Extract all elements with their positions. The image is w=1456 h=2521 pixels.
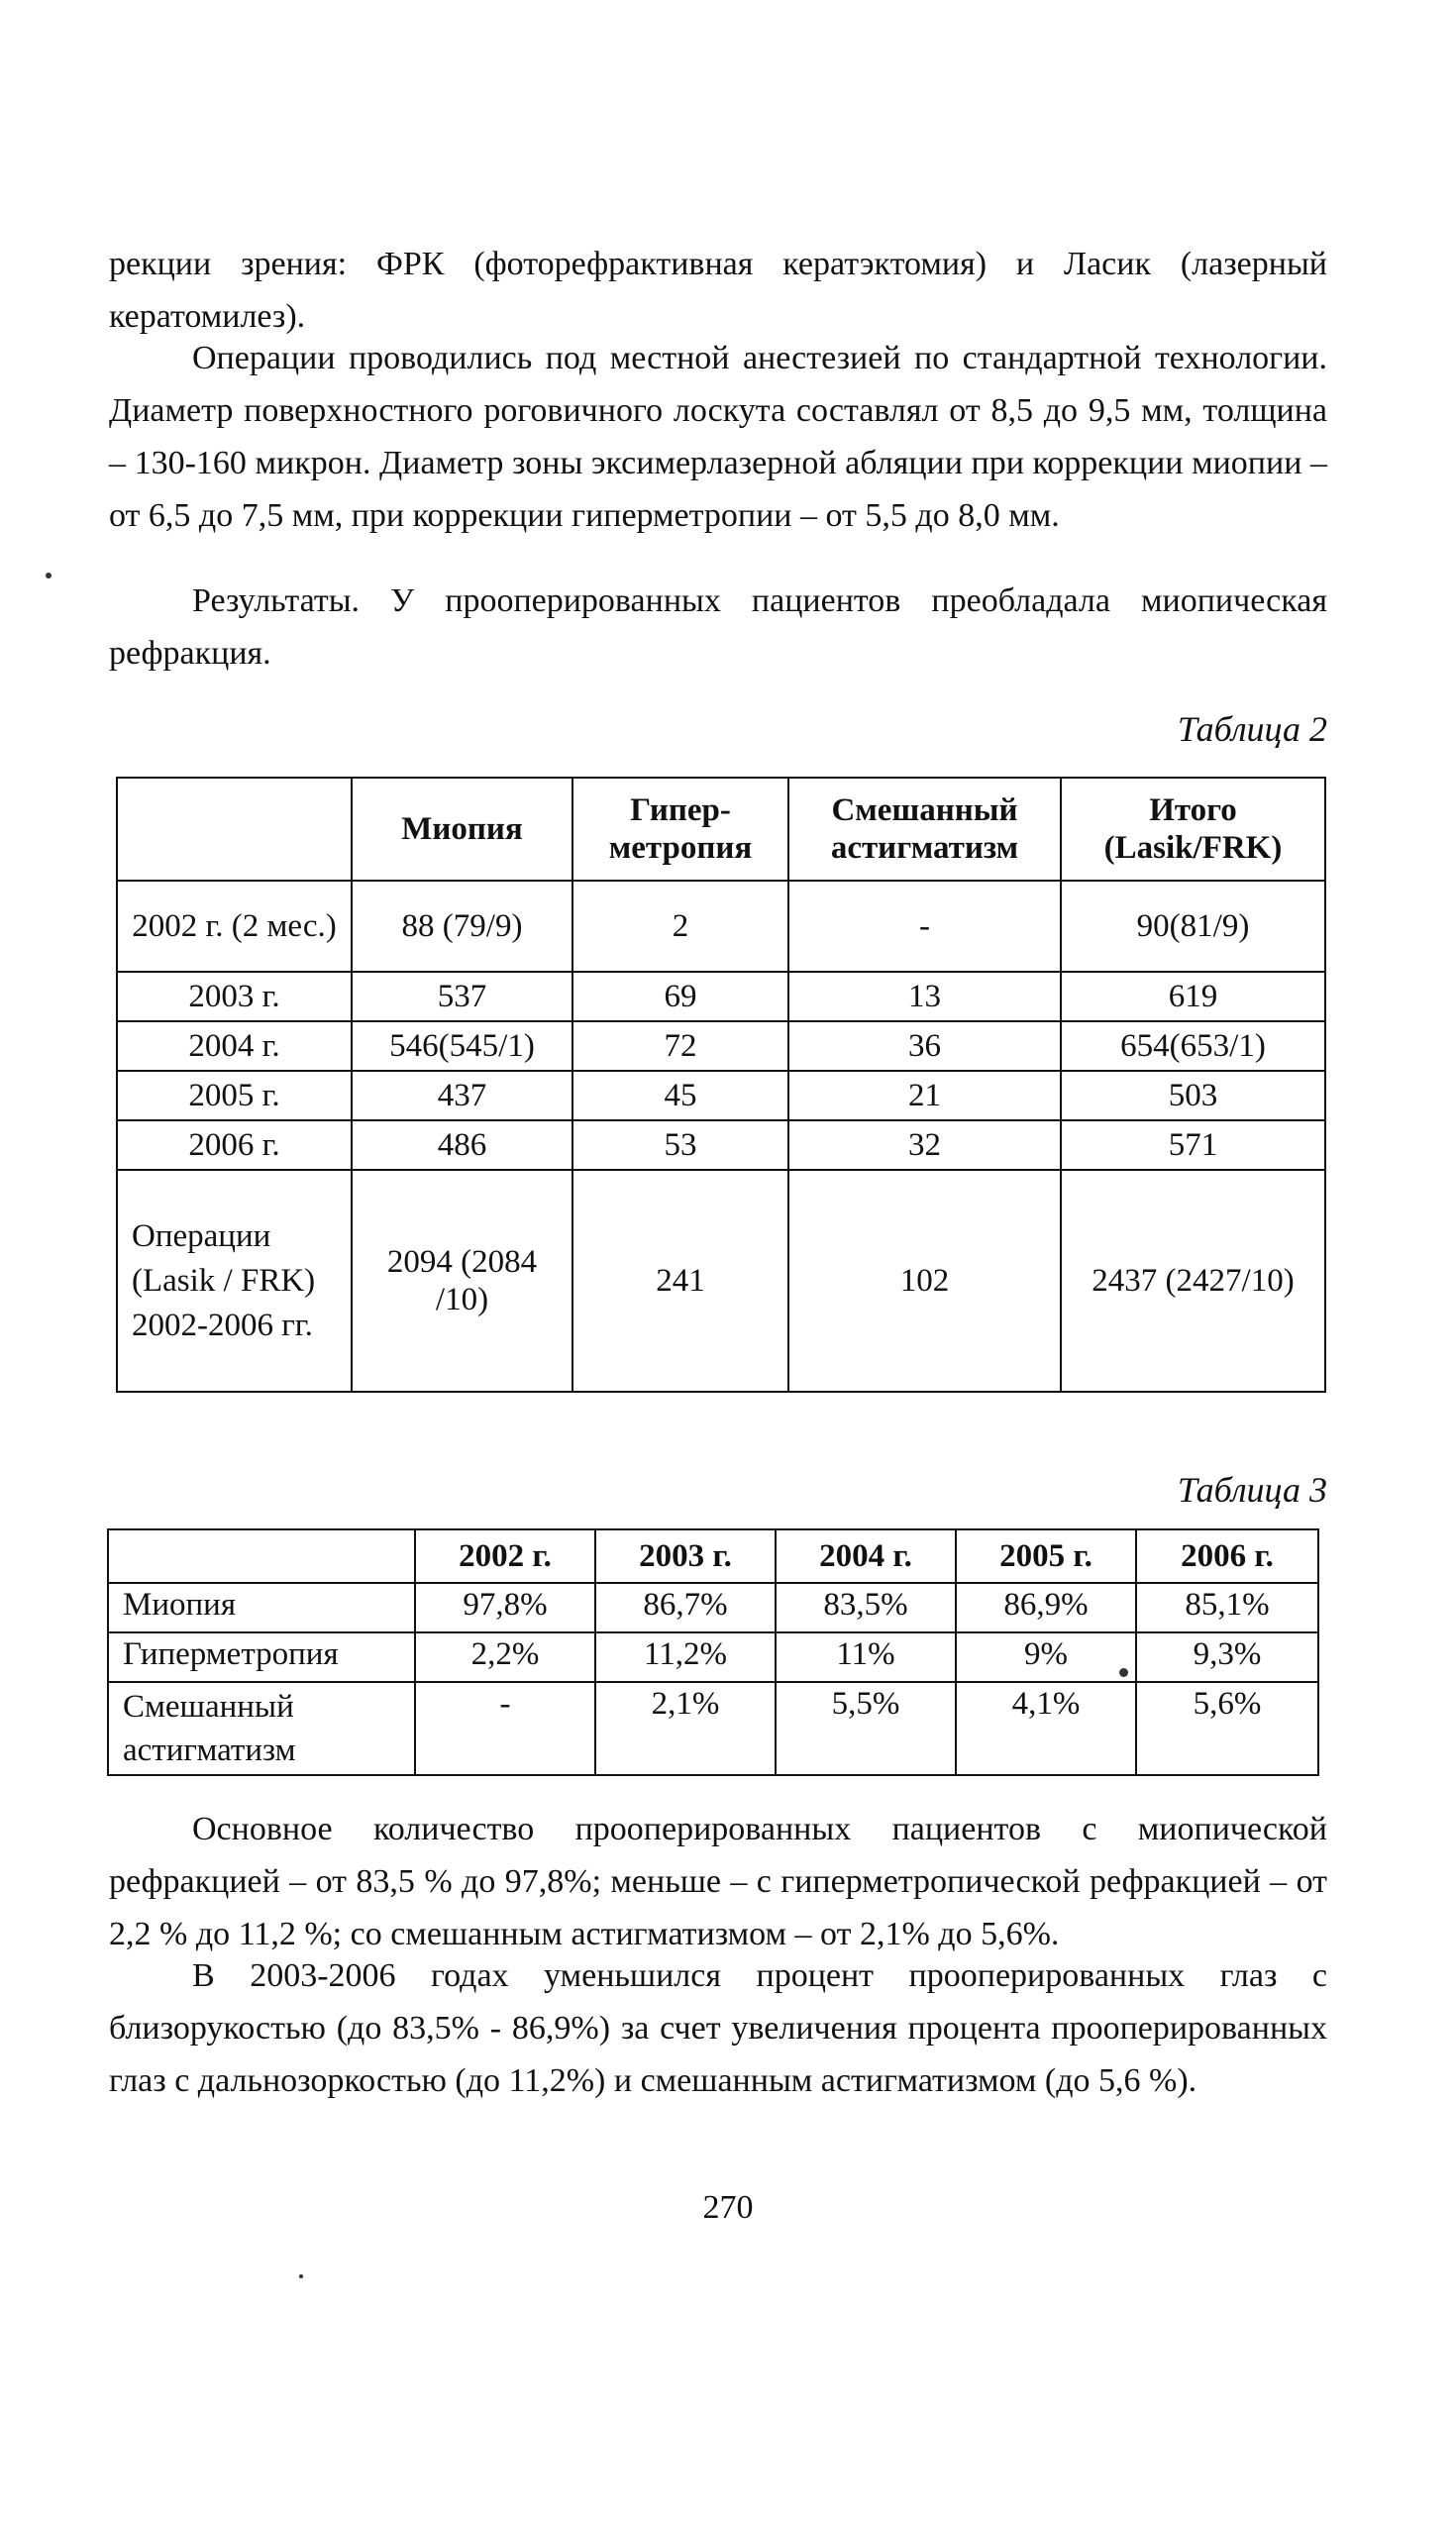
- table-cell: 97,8%: [415, 1583, 595, 1632]
- table-cell: 2: [572, 881, 788, 972]
- table3-header-year: 2006 г.: [1136, 1529, 1318, 1583]
- table-row: [117, 881, 1325, 972]
- table2-header-corner: [117, 778, 352, 881]
- table2-header-total: Итого (Lasik/FRK): [1061, 778, 1325, 881]
- paragraph-2: Операции проводились под местной анестезией по стандартной технологии. Диаметр поверхностного роговичного лоскута составлял от 8,5 до 9,5 мм, толщина – 130-160 микрон. Диаметр зоны эксимерлазерной абляции при коррекции миопии – от 6,5 до 7,5 мм, при коррекции гиперметропии – от 5,5 до 8,0 мм.: [109, 340, 1327, 534]
- paragraph-1: рекции зрения: ФРК (фоторефрактивная кератэктомия) и Ласик (лазерный кератомилез).: [109, 246, 1327, 335]
- table2-row-label: 2003 г.: [117, 972, 352, 1021]
- table-cell: 90(81/9): [1061, 881, 1325, 972]
- scan-speck: [299, 2274, 303, 2278]
- table-cell: 72: [572, 1021, 788, 1071]
- table-cell: 86,7%: [595, 1583, 776, 1632]
- scan-speck: [46, 573, 52, 578]
- table-cell: 2437 (2427/10): [1061, 1170, 1325, 1392]
- table-cell: 2,2%: [415, 1632, 595, 1682]
- table-row: [117, 1071, 1325, 1120]
- table2-row-label: 2002 г. (2 мес.): [117, 881, 352, 972]
- table3-header-year: 2003 г.: [595, 1529, 776, 1583]
- table-cell: 437: [352, 1071, 572, 1120]
- table-row: [117, 1120, 1325, 1170]
- table-row: [117, 1170, 1325, 1392]
- table-cell: 5,5%: [776, 1682, 956, 1775]
- table-row: [108, 1632, 1318, 1682]
- table-row: [108, 1583, 1318, 1632]
- table3-header-year: 2005 г.: [956, 1529, 1136, 1583]
- table2-header-hypermetropia: Гипер-метропия: [572, 778, 788, 881]
- table-cell: 654(653/1): [1061, 1021, 1325, 1071]
- table-cell: 2,1%: [595, 1682, 776, 1775]
- table3-header-corner: [108, 1529, 415, 1583]
- paragraph-3: Результаты. У прооперированных пациентов преобладала миопическая рефракция.: [109, 582, 1327, 672]
- table-cell: -: [415, 1682, 595, 1775]
- table2-row-label: 2006 г.: [117, 1120, 352, 1170]
- table-cell: 11%: [776, 1632, 956, 1682]
- table-cell: 86,9%: [956, 1583, 1136, 1632]
- table3-row-label: Смешанный астигматизм: [108, 1682, 415, 1775]
- table3-row-label: Гиперметропия: [108, 1632, 415, 1682]
- table3-header-year: 2002 г.: [415, 1529, 595, 1583]
- table2-row-label: 2005 г.: [117, 1071, 352, 1120]
- table-cell: 546(545/1): [352, 1021, 572, 1071]
- table-cell: 21: [788, 1071, 1061, 1120]
- table-cell: 9,3%: [1136, 1632, 1318, 1682]
- table-cell: 85,1%: [1136, 1583, 1318, 1632]
- table-cell: 102: [788, 1170, 1061, 1392]
- table2-header-row: [117, 778, 1325, 881]
- table-cell: 88 (79/9): [352, 881, 572, 972]
- table3-header-year: 2004 г.: [776, 1529, 956, 1583]
- table-row: [108, 1682, 1318, 1775]
- table-cell: 69: [572, 972, 788, 1021]
- table2-row-label: Операции (Lasik / FRK) 2002-2006 гг.: [117, 1170, 352, 1392]
- table-cell: 5,6%: [1136, 1682, 1318, 1775]
- table-cell: 2094 (2084 /10): [352, 1170, 572, 1392]
- table-row: [117, 1021, 1325, 1071]
- table-cell: 11,2%: [595, 1632, 776, 1682]
- table-cell: 537: [352, 972, 572, 1021]
- table2-header-myopia: Миопия: [352, 778, 572, 881]
- paragraph-5: В 2003-2006 годах уменьшился процент прооперированных глаз с близорукостью (до 83,5% - 86,9%) за счет увеличения процента прооперированных глаз с дальнозоркостью (до 11,2%) и смешанным астигматизмом (до 5,6 %).: [109, 1957, 1327, 2099]
- scan-speck: [1119, 1668, 1128, 1677]
- table2-row-label: 2004 г.: [117, 1021, 352, 1071]
- table-cell: 83,5%: [776, 1583, 956, 1632]
- table-cell: 9%: [956, 1632, 1136, 1682]
- table-2: [116, 777, 1326, 1393]
- table3-row-label: Миопия: [108, 1583, 415, 1632]
- table-cell: 45: [572, 1071, 788, 1120]
- table3-header-row: [108, 1529, 1318, 1583]
- table-cell: 4,1%: [956, 1682, 1136, 1775]
- table-row: [117, 972, 1325, 1021]
- table-cell: -: [788, 881, 1061, 972]
- table-cell: 503: [1061, 1071, 1325, 1120]
- table-cell: 619: [1061, 972, 1325, 1021]
- table-cell: 486: [352, 1120, 572, 1170]
- table2-header-mixed-astigmatism: Смешанный астигматизм: [788, 778, 1061, 881]
- page-number: 270: [702, 2189, 754, 2226]
- table2-caption: Таблица 2: [1177, 709, 1327, 749]
- table-cell: 241: [572, 1170, 788, 1392]
- table-cell: 36: [788, 1021, 1061, 1071]
- paragraph-4: Основное количество прооперированных пациентов с миопической рефракцией – от 83,5 % до 97,8%; меньше – с гиперметропической рефракцией – от 2,2 % до 11,2 %; со смешанным астигматизмом – от 2,1% до 5,6%.: [109, 1811, 1327, 1952]
- table3-caption: Таблица 3: [1177, 1470, 1327, 1510]
- table-cell: 571: [1061, 1120, 1325, 1170]
- table-3: [107, 1528, 1319, 1776]
- table-cell: 13: [788, 972, 1061, 1021]
- table-cell: 53: [572, 1120, 788, 1170]
- table-cell: 32: [788, 1120, 1061, 1170]
